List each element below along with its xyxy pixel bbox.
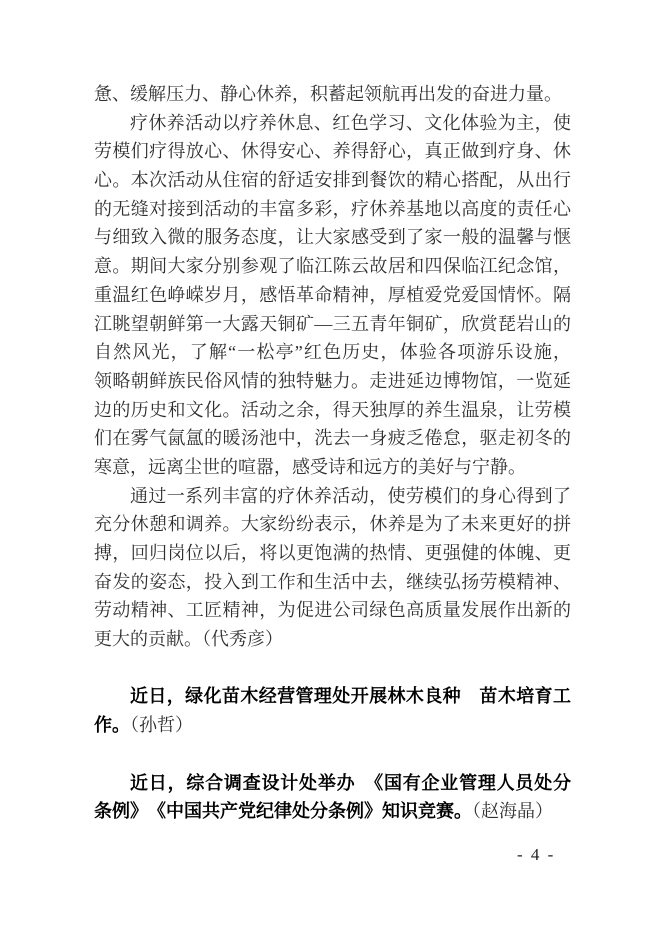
text-line: 重温红色峥嵘岁月，感悟革命精神，厚植爱党爱国情怀。隔 <box>94 284 571 305</box>
paragraph-recuperation-activity <box>94 109 571 482</box>
text-line: 江眺望朝鲜第一大露天铜矿—三五青年铜矿，欣赏琵岩山的 <box>94 313 571 334</box>
text-line: 的无缝对接到活动的丰富多彩，疗休养基地以高度的责任心 <box>94 198 571 219</box>
byline: （赵海晶） <box>472 801 553 822</box>
text-line: 通过一系列丰富的疗休养活动，使劳模们的身心得到了 <box>130 485 571 506</box>
text-line: 寒意，远离尘世的喧嚣，感受诗和远方的美好与宁静。 <box>94 456 526 477</box>
document-body <box>94 80 571 826</box>
text-line: 近日，综合调查设计处举办 《国有企业管理人员处分 <box>130 772 571 793</box>
byline: （孙哲） <box>130 715 193 736</box>
text-line <box>94 797 571 826</box>
paragraph-news-seedling <box>94 682 571 739</box>
text-line: 们在雾气氤氲的暖汤池中，洗去一身疲乏倦怠，驱走初冬的 <box>94 428 571 449</box>
text-line: 心。本次活动从住宿的舒适安排到餐饮的精心搭配，从出行 <box>94 170 571 191</box>
text-line: 劳动精神、工匠精神，为促进公司绿色高质量发展作出新的 <box>94 600 571 621</box>
text-line: 与细致入微的服务态度，让大家感受到了家一般的温馨与惬 <box>94 227 571 248</box>
text-line: 奋发的姿态，投入到工作和生活中去，继续弘扬劳模精神、 <box>94 571 571 592</box>
text-line: 疗休养活动以疗养休息、红色学习、文化体验为主，使 <box>130 112 571 133</box>
news-bold-text: 作。 <box>94 715 130 736</box>
text-line: 更大的贡献。（代秀彦） <box>94 629 283 650</box>
text-line: 惫、缓解压力、静心休养，积蓄起领航再出发的奋进力量。 <box>94 84 562 104</box>
text-line: 意。期间大家分别参观了临江陈云故居和四保临江纪念馆， <box>94 256 571 277</box>
news-bold-text: 条例》 《中国共产党纪律处分条例》知识竞赛。 <box>94 801 472 822</box>
text-line: 劳模们疗得放心、休得安心、养得舒心，真正做到疗身、休 <box>94 141 571 162</box>
text-line: 边的历史和文化。活动之余，得天独厚的养生温泉，让劳模 <box>94 399 571 420</box>
text-line: 搏，回归岗位以后，将以更饱满的热情、更强健的体魄、更 <box>94 543 571 563</box>
text-line: 自然风光，了解“一松亭”红色历史，体验各项游乐设施， <box>94 342 571 363</box>
paragraph-news-quiz <box>94 769 571 826</box>
text-line: 近日，绿化苗木经营管理处开展林木良种 苗木培育工 <box>130 686 571 707</box>
text-line: 充分休憩和调养。大家纷纷表示，休养是为了未来更好的拼 <box>94 514 571 535</box>
paragraph-continuation <box>94 80 571 109</box>
page-number: - 4 - <box>517 845 556 864</box>
paragraph-summary <box>94 482 571 654</box>
text-line <box>94 711 571 740</box>
text-line: 领略朝鲜族民俗风情的独特魅力。走进延边博物馆，一览延 <box>94 370 571 391</box>
